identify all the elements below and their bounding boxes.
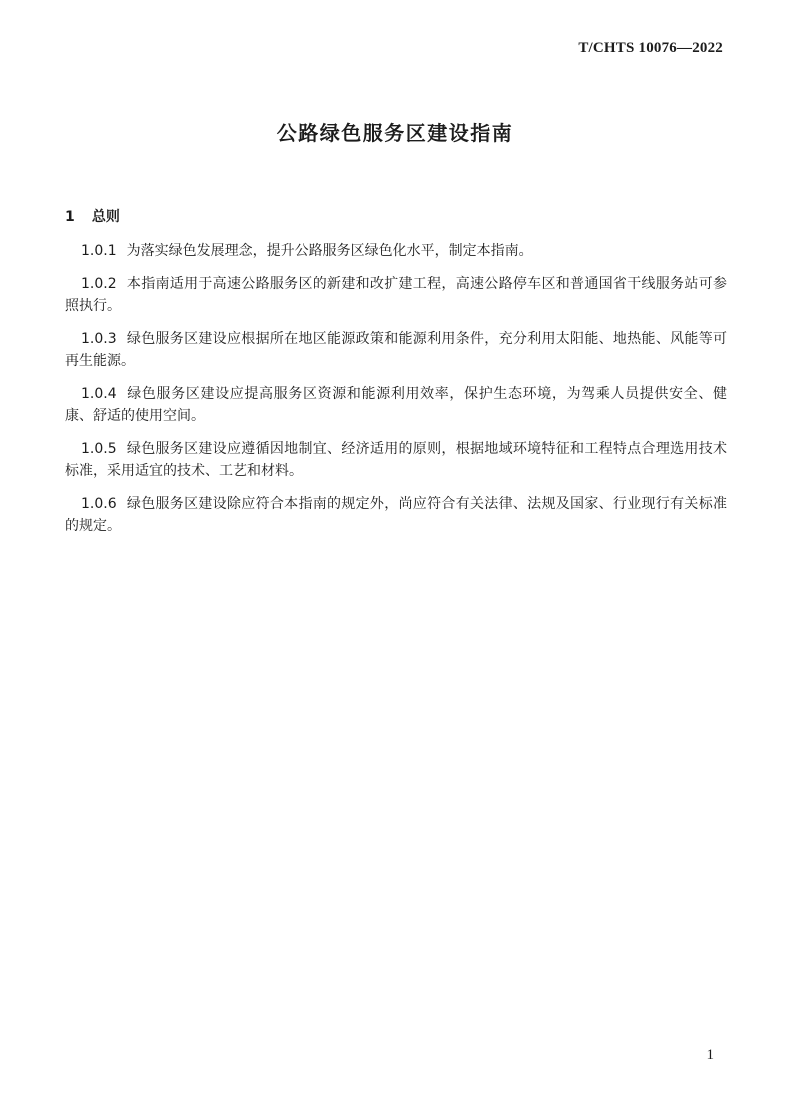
clause-number: 1.0.5 bbox=[81, 441, 117, 457]
clause bbox=[65, 493, 727, 537]
clause-number: 1.0.1 bbox=[81, 243, 117, 259]
document-code: T/CHTS 10076—2022 bbox=[578, 40, 723, 56]
section-title: 总则 bbox=[91, 209, 120, 225]
clause bbox=[65, 273, 727, 317]
clause-text: 为落实绿色发展理念，提升公路服务区绿色化水平，制定本指南。 bbox=[126, 243, 533, 259]
clause-text: 本指南适用于高速公路服务区的新建和改扩建工程，高速公路停车区和普通国省干线服务站可参照执行。 bbox=[65, 276, 727, 314]
clause-number: 1.0.6 bbox=[81, 496, 117, 512]
clause bbox=[65, 383, 727, 427]
clause-text: 绿色服务区建设应遵循因地制宜、经济适用的原则，根据地域环境特征和工程特点合理选用技术标准，采用适宜的技术、工艺和材料。 bbox=[65, 441, 727, 479]
clause-text: 绿色服务区建设应根据所在地区能源政策和能源利用条件，充分利用太阳能、地热能、风能等可再生能源。 bbox=[65, 331, 727, 369]
clause-number: 1.0.2 bbox=[81, 276, 117, 292]
clause-text: 绿色服务区建设应提高服务区资源和能源利用效率，保护生态环境，为驾乘人员提供安全、健康、舒适的使用空间。 bbox=[65, 386, 727, 424]
section-number: 1 bbox=[65, 209, 75, 225]
clause bbox=[65, 438, 727, 482]
clause bbox=[65, 328, 727, 372]
page-number: 1 bbox=[706, 1047, 714, 1063]
clause-number: 1.0.4 bbox=[81, 386, 117, 402]
clause-list bbox=[65, 240, 727, 548]
clause-text: 绿色服务区建设除应符合本指南的规定外，尚应符合有关法律、法规及国家、行业现行有关标准的规定。 bbox=[65, 496, 727, 534]
clause-number: 1.0.3 bbox=[81, 331, 117, 347]
document-title: 公路绿色服务区建设指南 bbox=[276, 121, 514, 145]
section-heading bbox=[65, 206, 120, 226]
clause bbox=[65, 240, 727, 262]
